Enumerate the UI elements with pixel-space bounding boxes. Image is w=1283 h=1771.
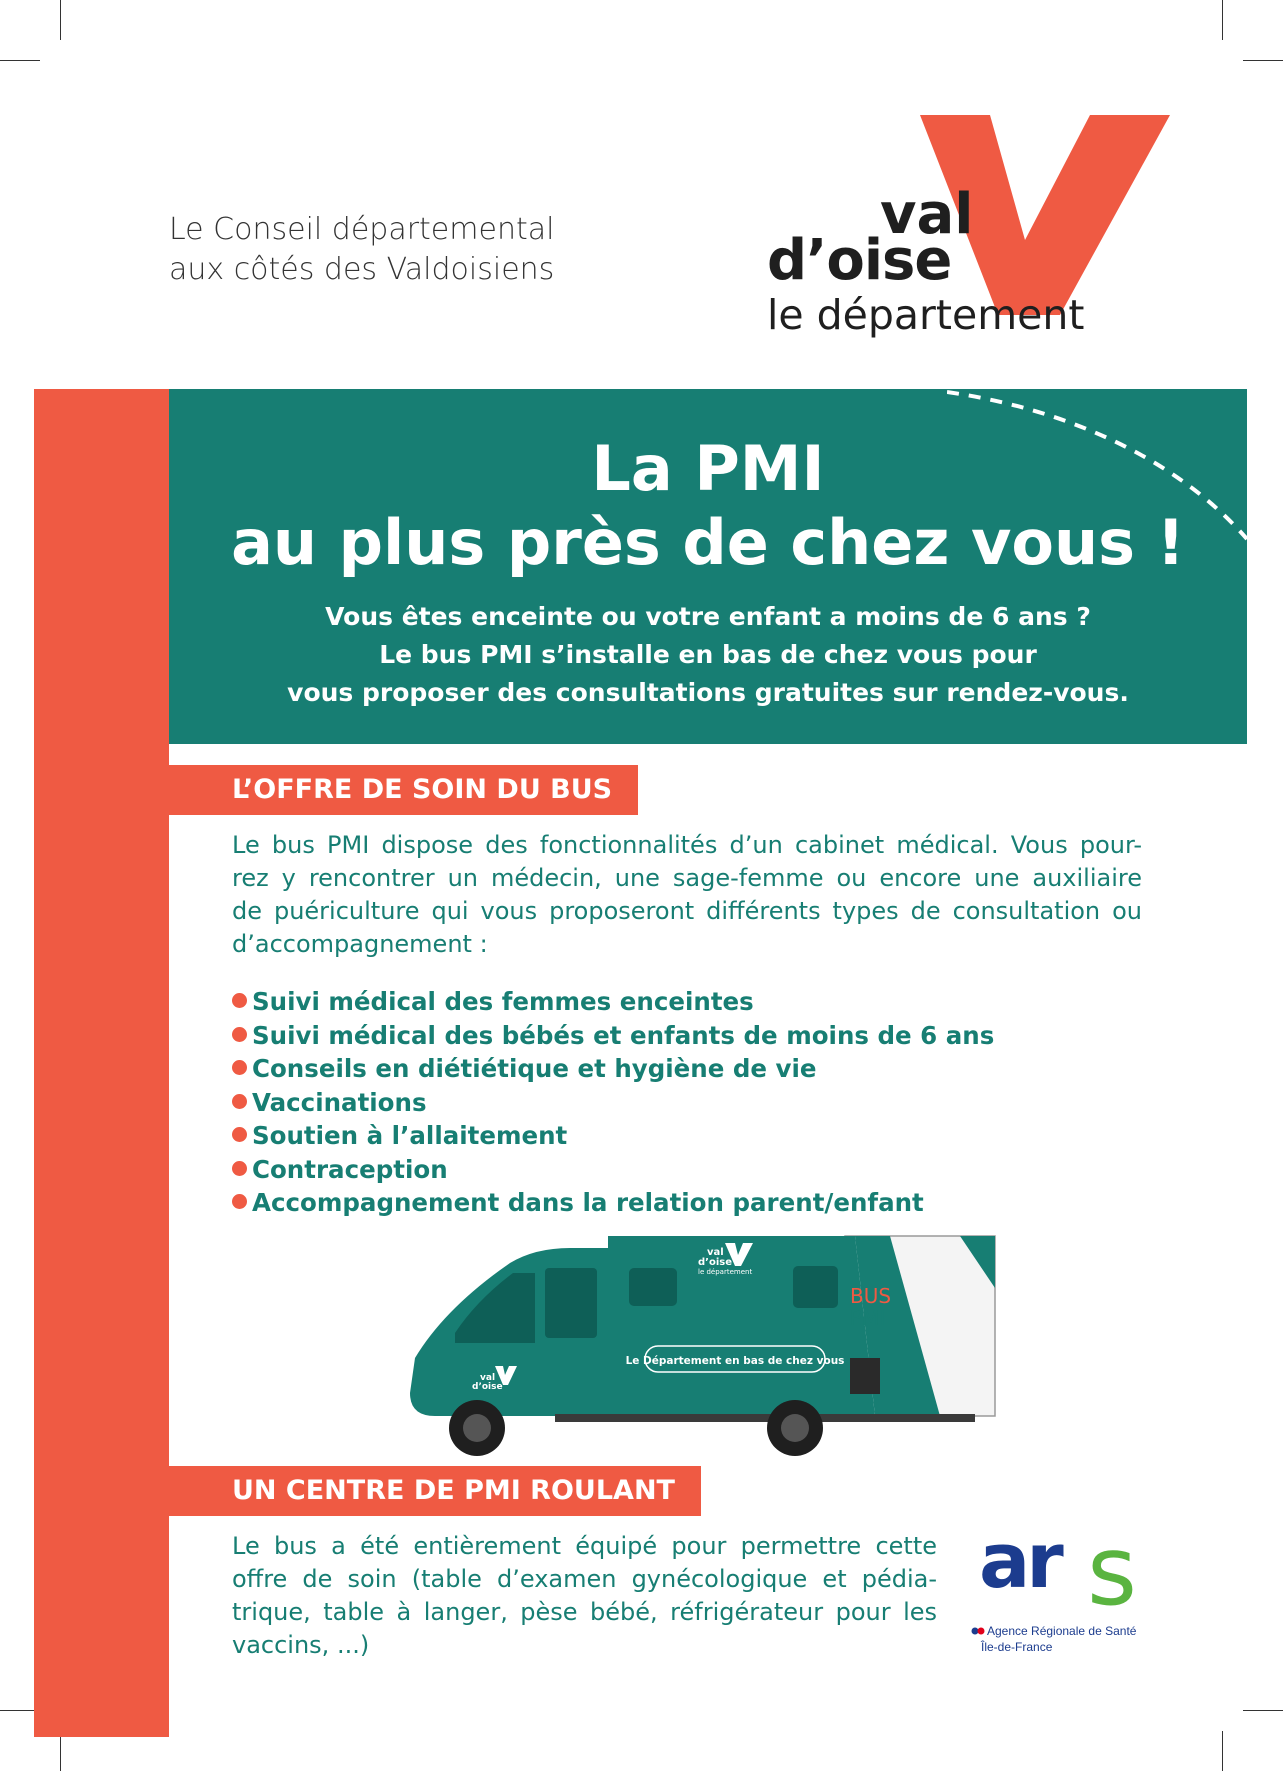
crop-mark [1222,1731,1223,1771]
list-item-label: Soutien à l’allaitement [252,1121,568,1150]
list-item-label: Suivi médical des bébés et enfants de moins de 6 ans [252,1020,995,1050]
list-item [232,1052,994,1086]
list-item-label: Accompagnement dans la relation parent/enfant [252,1188,924,1217]
bullet-dot-icon [232,1194,247,1209]
hero-banner [169,389,1247,744]
section-heading-centre-roulant: UN CENTRE DE PMI ROULANT [169,1466,701,1516]
outro-line: offre de soin (table d’examen gynécologique et pédia- [232,1565,937,1593]
cab-logo-doise: d’oise [472,1382,503,1392]
bus-sign-line-1: BUS [850,1284,892,1308]
hero-title-line-1: La PMI [591,432,825,505]
bus-banner-text: Le Département en bas de chez vous [625,1355,845,1367]
bullet-dot-icon [232,1060,247,1075]
hero-subtitle-line-2: Le bus PMI s’installe en bas de chez vous pour [379,640,1037,669]
cab-logo-val: val [480,1373,496,1383]
intro-line: de puériculture qui vous proposeront différents types de consultation ou [232,897,1142,925]
list-item-label: Vaccinations [252,1087,427,1117]
tagline [169,210,554,290]
logo-word-val: val [880,182,974,247]
logo-word-doise: d’oise [767,228,952,293]
centre-roulant-paragraph [232,1530,937,1662]
hero-title-line-2: au plus près de chez vous ! [231,506,1185,579]
outro-line: trique, table à langer, pèse bébé, réfrigérateur pour les [232,1598,937,1626]
bus-logo-val: val [707,1247,724,1258]
list-item [232,1186,994,1220]
ars-letters-ar: ar [979,1516,1060,1605]
bullet-dot-icon [232,1027,247,1042]
bus-pmi-illustration [405,1228,1010,1458]
bus-sign-line-2: PMI [850,1306,886,1330]
left-accent-bar [34,389,169,1737]
services-list [232,985,994,1220]
bullet-dot-icon [232,993,247,1008]
outro-line: Le bus a été entièrement équipé pour permettre cette [232,1532,937,1560]
tagline-line-2: aux côtés des Valdoisiens [169,252,555,287]
list-item [232,1119,994,1153]
crop-mark [1243,60,1283,61]
intro-line: d’accompagnement : [232,930,488,958]
list-item-label: Conseils en diétiétique et hygiène de vie [252,1054,817,1083]
bullet-dot-icon [232,1161,247,1176]
crop-mark [0,60,40,61]
ars-letter-s: s [1087,1515,1138,1627]
ars-agency-name: Agence Régionale de Santé [987,1624,1137,1638]
hero-subtitle-line-3: vous proposer des consultations gratuites sur rendez-vous. [287,678,1129,707]
list-item [232,985,994,1019]
bullet-dot-icon [232,1094,247,1109]
bullet-dot-icon [232,1127,247,1142]
crop-mark [60,1731,61,1771]
intro-line: rez y rencontrer un médecin, une sage-femme ou encore une auxiliaire [232,864,1142,892]
section-heading-offre: L’OFFRE DE SOIN DU BUS [169,765,638,815]
hero-subtitle-line-1: Vous êtes enceinte ou votre enfant a moins de 6 ans ? [325,602,1091,631]
list-item [232,1086,994,1120]
crop-mark [60,0,61,40]
ars-region-name: Île-de-France [981,1640,1053,1654]
list-item [232,1019,994,1053]
tagline-line-1: Le Conseil départemental [169,212,555,247]
logo-word-departement: le département [767,291,1085,339]
crop-mark [1243,1710,1283,1711]
list-item [232,1153,994,1187]
intro-line: Le bus PMI dispose des fonctionnalités d’un cabinet médical. Vous pour- [232,831,1142,859]
list-item-label: Contraception [252,1154,448,1184]
outro-line: vaccins, ...) [232,1631,370,1659]
list-item-label: Suivi médical des femmes enceintes [252,987,754,1016]
bus-logo-doise: d’oise [698,1257,732,1268]
val-doise-logo [767,115,1170,345]
offre-intro-paragraph [232,829,1142,961]
crop-mark [1222,0,1223,40]
ars-logo [975,1515,1175,1654]
bus-logo-departement: le département [698,1268,753,1276]
